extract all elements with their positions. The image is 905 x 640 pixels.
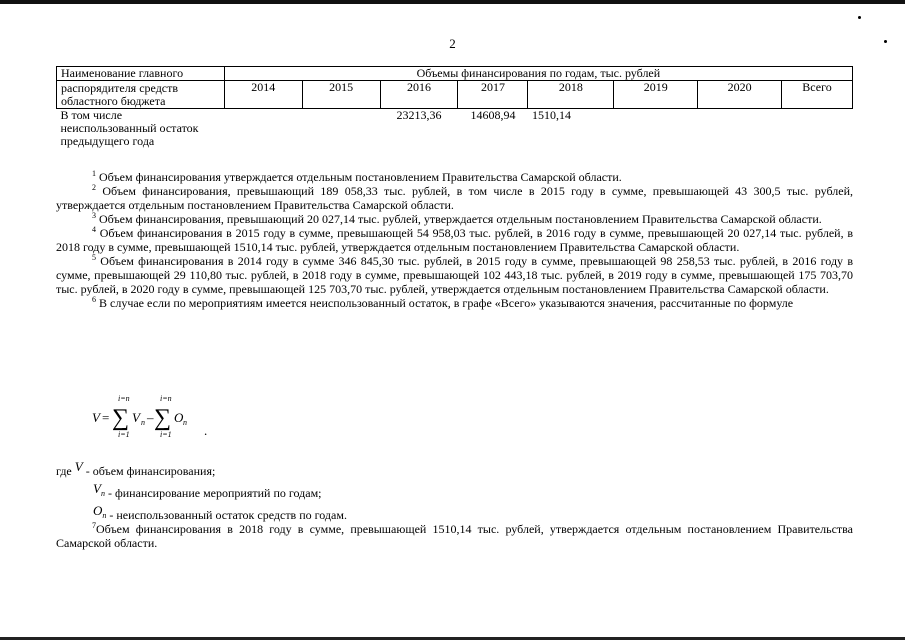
sum-sign-icon: ∑ [154,405,172,431]
cell-value [698,109,782,149]
legend-text: - финансирование мероприятий по годам; [107,486,322,500]
footnote-marker: 1 [92,169,96,178]
formula-lhs: V [92,410,100,425]
footnote-marker: 2 [92,183,96,192]
footnote-marker: 3 [92,211,96,220]
sum-sign-icon: ∑ [112,405,130,431]
row-label-line: В том числе [60,108,123,122]
cell-value: 1510,14 [531,108,571,122]
formula-sum-lower: i=1 [118,430,130,439]
total-header: Всего [782,81,853,109]
table-header-row [57,67,853,81]
footnote-marker: 6 [92,295,96,304]
year-header: 2016 [380,81,458,109]
formula-equals: = [102,410,110,425]
legend-where: где [56,464,72,478]
legend-symbol: V [74,459,83,474]
footnote-text: Объем финансирования в 2014 году в сумме 346 845,30 тыс. рублей, в 2015 году в сумме, превышающей 98 258,53 тыс. рублей, в 2016 году в сумме, превышающей 29 110,80 тыс. рублей, в 2018 году в сумме, превышающей 102 443,18 тыс. рублей, в 2019 году в сумме, превышающей 175 703,70 тыс. рублей, в 2020 году в сумме, превышающей 125 703,70 тыс. рублей, утверждается отдельным постановлением Правительства Самарской области. [56,254,853,296]
table-row [57,109,853,149]
footnote-text: Объем финансирования утверждается отдельным постановлением Правительства Самарской области. [99,170,622,184]
name-header-line: Наименование главного [57,67,225,81]
footnote [56,170,853,184]
cell-value [302,109,380,149]
year-header: 2019 [614,81,698,109]
cell-value [782,109,853,149]
footnote-marker: 7 [92,521,96,530]
formula-minus: – [147,410,154,425]
year-header: 2015 [302,81,380,109]
page-number: 2 [449,36,456,51]
footnote-text: Объем финансирования, превышающий 20 027,14 тыс. рублей, утверждается отдельным постановлением Правительства Самарской области. [99,212,822,226]
legend-symbol-sub: n [100,489,105,499]
formula-sum-lower: i=1 [160,430,172,439]
footnote [56,296,853,310]
legend-symbol: O [93,503,103,518]
row-label-line: предыдущего года [60,134,155,148]
footnote-marker: 5 [92,253,96,262]
year-header: 2020 [698,81,782,109]
legend-text: - неиспользованный остаток средств по годам. [109,508,347,522]
cell-value: 14608,94 [470,108,516,122]
footnote [56,226,853,254]
legend-row-vn [93,481,322,505]
formula-term1-sub: n [141,418,145,427]
formula-period: . [204,423,208,438]
formula-sum-upper: i=n [160,394,172,403]
name-header-line: распорядителя средств [61,81,179,95]
name-header-line: областного бюджета [61,94,166,108]
footnote-marker: 4 [92,225,96,234]
footnote [56,254,853,296]
footnote [56,522,853,550]
cell-value [224,109,302,149]
volumes-header: Объемы финансирования по годам, тыс. рублей [224,67,852,81]
formula-term2-sub: n [183,418,187,427]
financing-table [56,66,853,148]
formula-sum-upper: i=n [118,394,130,403]
legend-symbol-sub: n [102,511,107,521]
footnote-text: Объем финансирования, превышающий 189 058,33 тыс. рублей, в том числе в 2015 году в сумме, превышающей 43 300,5 тыс. рублей, утверждается отдельным постановлением Правительства Самарской области. [56,184,854,212]
footnote-7 [56,522,853,550]
legend-text: - объем финансирования; [85,464,216,478]
top-border-line [0,0,905,4]
legend-symbol: V [93,481,101,496]
cell-value [614,109,698,149]
legend-row-v [56,459,216,478]
footnote-text: Объем финансирования в 2018 году в сумме, превышающей 1510,14 тыс. рублей, утверждается отдельным постановлением Правительства Самарской области. [56,522,853,550]
funding-formula [92,394,222,440]
footnote-text: Объем финансирования в 2015 году в сумме, превышающей 54 958,03 тыс. рублей, в 2016 году в сумме, превышающей 20 027,14 тыс. рублей, в 2018 году в сумме, превышающей 1510,14 тыс. рублей, утверждается отдельным постановлением Правительства Самарской области. [56,226,853,254]
year-header: 2014 [224,81,302,109]
year-header: 2017 [458,81,528,109]
footnote [56,212,853,226]
footnote [56,184,853,212]
cell-value: 23213,36 [396,108,442,122]
footnotes [56,170,853,310]
scan-speck [858,16,861,19]
year-header: 2018 [528,81,614,109]
footnote-text: В случае если по мероприятиям имеется неиспользованный остаток, в графе «Всего» указываются значения, рассчитанные по формуле [99,296,794,310]
formula-term2: O [174,410,184,425]
row-label-line: неиспользованный остаток [60,121,199,135]
formula-term1: V [132,410,140,425]
